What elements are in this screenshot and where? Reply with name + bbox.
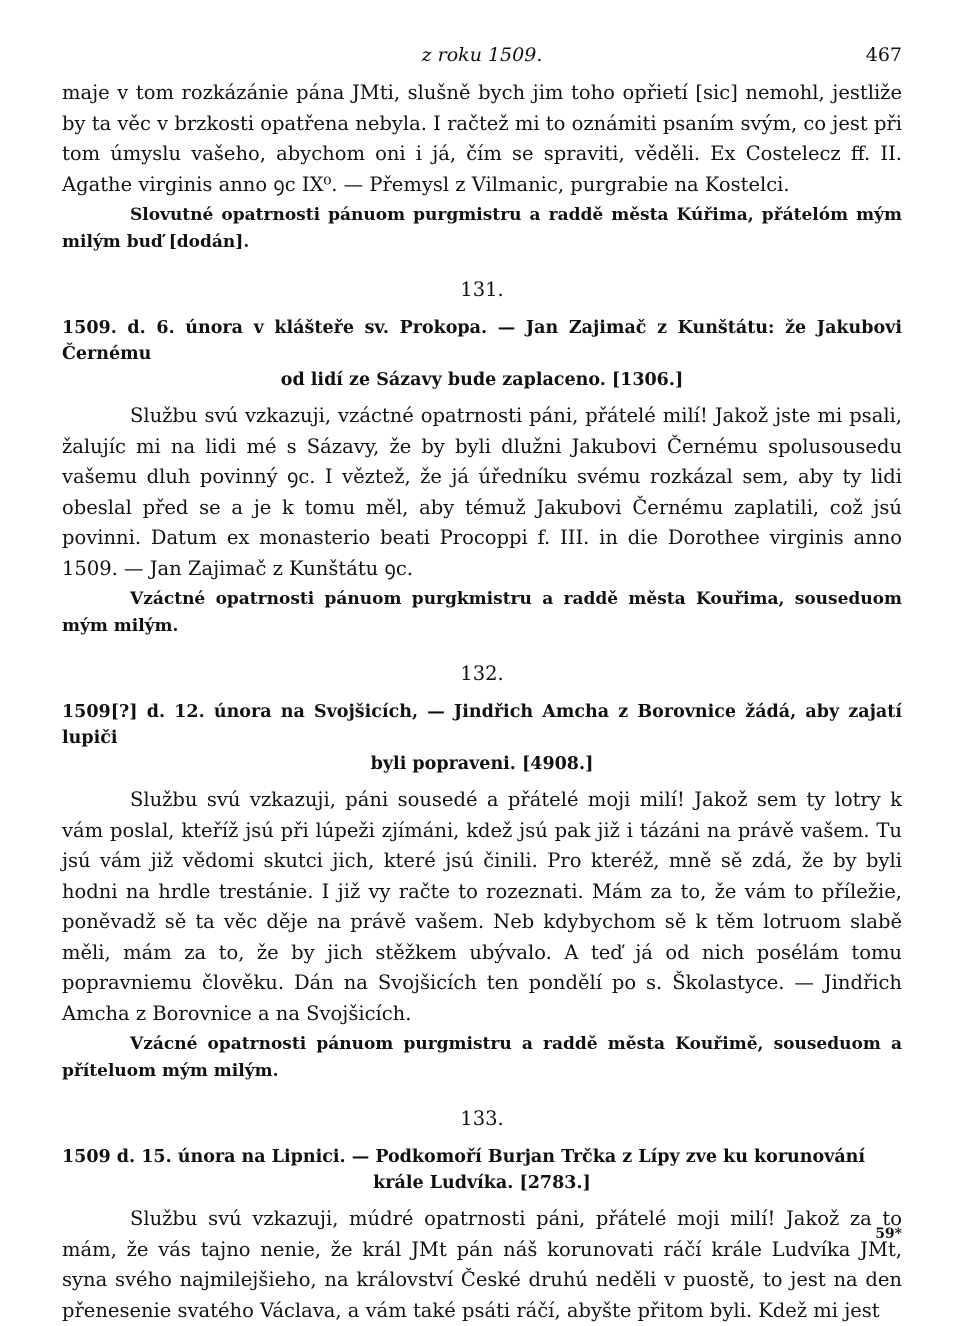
running-head-title: z roku 1509. xyxy=(421,44,543,66)
doc-131-regest-line2: od lidí ze Sázavy bude zaplaceno. [1306.] xyxy=(280,370,684,390)
doc-131-address: Vzáctné opatrnosti pánuom purgkmistru a raddě města Kouřima, souseduom mým milým. xyxy=(62,589,902,636)
doc-132-body: Službu svú vzkazuji, páni sousedé a přátelé moji milí! Jakož sem ty lotry k vám poslal, kteříž jsú při lúpeži zjímáni, kdež jsú pak již i tázáni na právě vašem. Tu jsú vám již vědomi skutci jich, které jsú činili. Pro kteréž, mně sě zdá, že by byli hodni na hrdle trestánie. I již vy račte to rozeznati. Mám za to, že vám to příležie, poněvadž sě ta věc děje na právě vašem. Neb kdybychom sě k těm lotruom slabě měli, mám za to, že by jich stěžkem ubývalo. A teď já od nich posélám tomu popravniemu člověku. Dán na Svojšicích ten pondělí po s. Školastyce. — Jindřich Amcha z Borovnice a na Svojšicích. xyxy=(62,788,902,1025)
continuation-text: maje v tom rozkázánie pána JMti, slušně bych jim toho opřietí [sic] nemohl, jestliže by ta věc v brzkosti opatřena nebyla. I račtež mi to oznámiti psaním svým, co jest při tom úmyslu vašeho, abychom oni i já, čím se spraviti, věděli. Ex Costelecz ff. II. Agathe virginis anno ꝯc IX⁰. — Přemysl z Vilmanic, purgrabie na Kostelci. xyxy=(62,81,902,196)
doc-133-regest-line2: krále Ludvíka. [2783.] xyxy=(373,1173,591,1193)
doc-133-regest-line1: 1509 d. 15. února na Lipnici. — Podkomoří Burjan Trčka z Lípy zve ku korunování xyxy=(62,1147,866,1167)
page xyxy=(62,44,902,1326)
doc-132-regest-line1: 1509[?] d. 12. února na Svojšicích, — Jindřich Amcha z Borovnice žádá, aby zajatí lupiči xyxy=(62,702,902,748)
doc-132-regest xyxy=(62,699,902,777)
doc-131-regest xyxy=(62,315,902,393)
continuation-address: Slovutné opatrnosti pánuom purgmistru a raddě města Kúřima, přátelóm mým milým buď [dodán]. xyxy=(62,205,902,252)
doc-133-body: Službu svú vzkazuji, múdré opatrnosti páni, přátelé moji milí! Jakož za to mám, že vás tajno nenie, že král JMt pán náš korunovati ráčí krále Ludvíka JMt, syna svého najmilejšieho, na království České druhú neděli v puostě, to jest na den přenesenie svatého Václava, a vám také psáti ráčí, abyšte přitom byli. Kdež mi jest xyxy=(62,1207,902,1322)
doc-133-regest xyxy=(62,1144,902,1196)
page-number: 467 xyxy=(865,44,902,66)
doc-133-number: 133. xyxy=(460,1107,504,1130)
signature-mark: 59* xyxy=(875,1226,902,1242)
doc-132-regest-line2: byli popraveni. [4908.] xyxy=(370,754,594,774)
doc-131-regest-line1: 1509. d. 6. února v klášteře sv. Prokopa. — Jan Zajimač z Kunštátu: že Jakubovi Černému xyxy=(62,318,902,364)
doc-131-number: 131. xyxy=(460,278,504,301)
running-head xyxy=(62,44,902,78)
doc-132-address: Vzácné opatrnosti pánuom purgmistru a raddě města Kouřimě, souseduom a příteluom mým milým. xyxy=(62,1034,902,1081)
doc-131-body: Službu svú vzkazuji, vzáctné opatrnosti páni, přátelé milí! Jakož jste mi psali, žalujíc mi na lidi mé s Sázavy, že by byli dlužni Jakubovi Černému spolusousedu vašemu dluh povinný ꝯc. I věztež, že já úředníku svému rozkázal sem, aby ty lidi obeslal před se a je k tomu měl, aby témuž Jakubovi Černému zaplatili, což jsú povinni. Datum ex monasterio beati Procoppi f. III. in die Dorothee virginis anno 1509. — Jan Zajimač z Kunštátu ꝯc. xyxy=(62,404,902,580)
doc-132-number: 132. xyxy=(460,662,504,685)
